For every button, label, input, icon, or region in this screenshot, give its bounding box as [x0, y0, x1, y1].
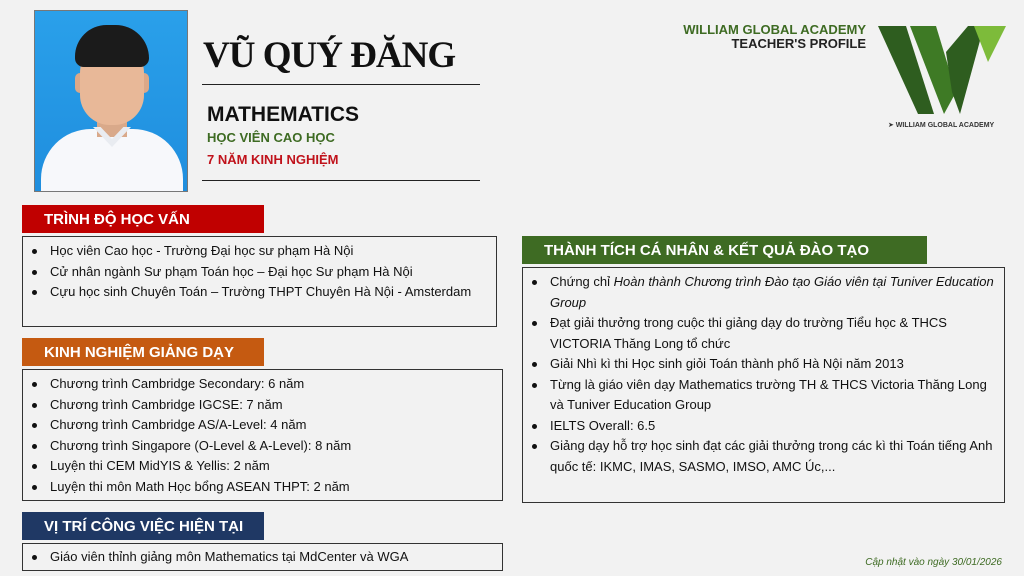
- list-item: Giảng dạy hỗ trợ học sinh đạt các giải thưởng trong các kì thi Toán tiếng Anh quốc tế: IKMC, IMAS, SASMO, IMSO, AMC Úc,...: [523, 436, 996, 477]
- list-item: Chương trình Cambridge Secondary: 6 năm: [23, 374, 496, 395]
- certificate-title: Hoàn thành Chương trình Đào tạo Giáo viên tại Tuniver Education Group: [550, 274, 994, 310]
- education-list: [23, 241, 490, 303]
- teaching-box: [22, 369, 503, 501]
- position-list: [23, 547, 496, 568]
- achievements-title: THÀNH TÍCH CÁ NHÂN & KẾT QUẢ ĐÀO TẠO: [544, 241, 869, 259]
- position-box: [22, 543, 503, 571]
- list-item: IELTS Overall: 6.5: [523, 416, 996, 437]
- list-item: Từng là giáo viên dạy Mathematics trường TH & THCS Victoria Thăng Long và Tuniver Education Group: [523, 375, 996, 416]
- academy-logo-icon: [876, 22, 1008, 118]
- teaching-title: KINH NGHIỆM GIẢNG DẠY: [44, 343, 235, 361]
- achievements-box: [522, 267, 1005, 503]
- list-item: Giáo viên thỉnh giảng môn Mathematics tại MdCenter và WGA: [23, 547, 496, 568]
- update-date: Cập nhật vào ngày 30/01/2026: [865, 557, 1002, 568]
- teacher-degree: HỌC VIÊN CAO HỌC: [207, 130, 335, 145]
- profile-label: TEACHER'S PROFILE: [731, 36, 866, 51]
- teaching-list: [23, 374, 496, 497]
- list-item: [523, 272, 996, 313]
- education-box: [22, 236, 497, 327]
- certificate-prefix: Chứng chỉ: [550, 274, 614, 289]
- teacher-subject: MATHEMATICS: [207, 103, 360, 126]
- teaching-heading: [22, 338, 264, 366]
- list-item: Cựu học sinh Chuyên Toán – Trường THPT Chuyên Hà Nội - Amsterdam: [23, 282, 490, 303]
- list-item: Đạt giải thưởng trong cuộc thi giảng dạy do trường Tiểu học & THCS VICTORIA Thăng Long tổ chức: [523, 313, 996, 354]
- logo-caption: ➤ WILLIAM GLOBAL ACADEMY: [888, 122, 995, 129]
- list-item: Cử nhân ngành Sư phạm Toán học – Đại học Sư phạm Hà Nội: [23, 262, 490, 283]
- teacher-experience: 7 NĂM KINH NGHIỆM: [207, 152, 339, 167]
- teacher-photo: [34, 10, 188, 192]
- list-item: Học viên Cao học - Trường Đại học sư phạm Hà Nội: [23, 241, 490, 262]
- education-heading: [22, 205, 264, 233]
- academy-name: WILLIAM GLOBAL ACADEMY: [683, 22, 866, 37]
- teacher-name: VŨ QUÝ ĐĂNG: [203, 35, 456, 76]
- list-item: Chương trình Cambridge IGCSE: 7 năm: [23, 395, 496, 416]
- education-title: TRÌNH ĐỘ HỌC VẤN: [44, 210, 190, 228]
- headline-divider: [202, 180, 480, 181]
- list-item: Chương trình Singapore (O-Level & A-Level): 8 năm: [23, 436, 496, 457]
- achievements-list: [523, 272, 996, 477]
- list-item: Luyện thi CEM MidYIS & Yellis: 2 năm: [23, 456, 496, 477]
- position-heading: [22, 512, 264, 540]
- name-divider: [202, 84, 480, 85]
- list-item: Giải Nhì kì thi Học sinh giỏi Toán thành phố Hà Nội năm 2013: [523, 354, 996, 375]
- list-item: Chương trình Cambridge AS/A-Level: 4 năm: [23, 415, 496, 436]
- achievements-heading: [522, 236, 927, 264]
- list-item: Luyện thi môn Math Học bổng ASEAN THPT: 2 năm: [23, 477, 496, 498]
- position-title: VỊ TRÍ CÔNG VIỆC HIỆN TẠI: [44, 517, 244, 535]
